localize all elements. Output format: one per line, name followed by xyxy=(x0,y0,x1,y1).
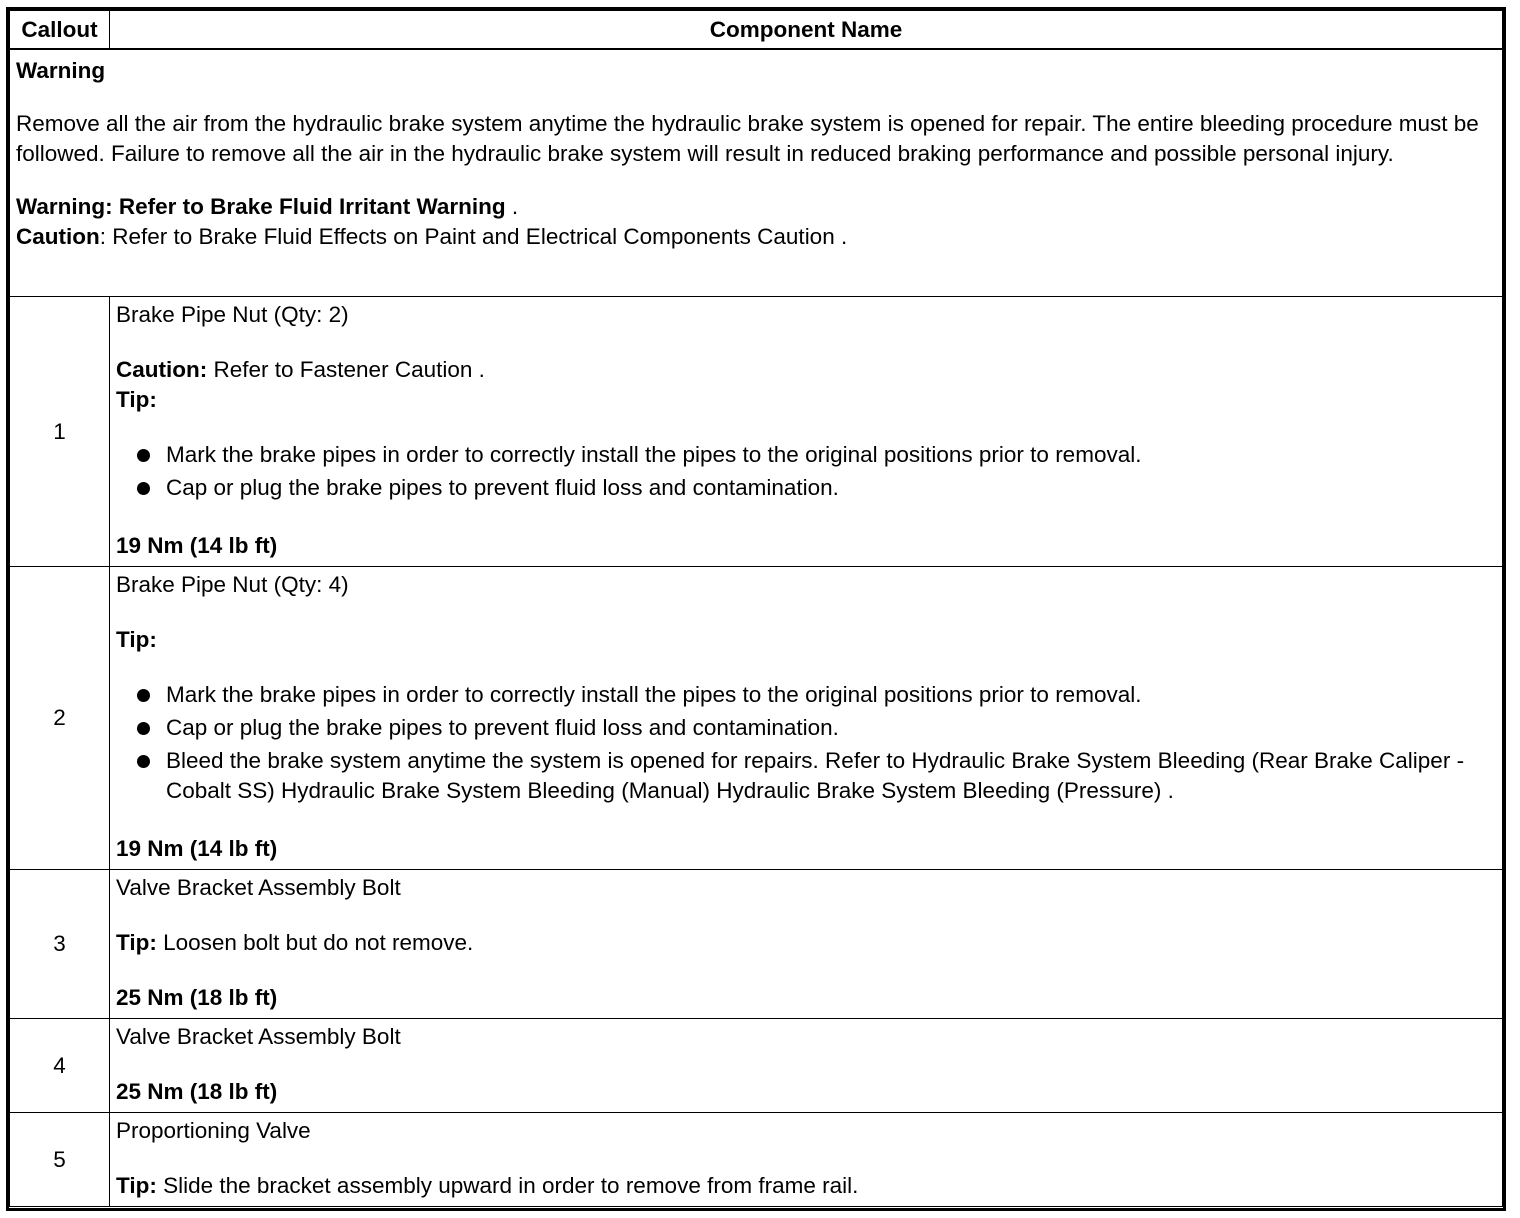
bullet-icon xyxy=(137,755,150,768)
bleeding-reference-link[interactable]: Bleed the brake system anytime the system is opened for repairs. Refer to Hydraulic Brake System Bleeding (Rear Brake Caliper - Cobalt SS) Hydraulic Brake System Bleeding (Manual) Hydraulic Brake System Bleeding (Pressure) . xyxy=(166,748,1465,803)
callout-number: 5 xyxy=(10,1113,110,1207)
warning-reference-line xyxy=(16,192,1496,222)
warning-reference-link[interactable]: Refer to Brake Fluid Irritant Warning xyxy=(112,194,506,219)
component-name: Valve Bracket Assembly Bolt xyxy=(116,875,401,900)
component-name: Proportioning Valve xyxy=(116,1118,311,1143)
caution-line xyxy=(116,355,1496,385)
callout-number: 4 xyxy=(10,1019,110,1113)
component-name-column-header: Component Name xyxy=(110,11,1503,50)
bullet-icon xyxy=(137,449,150,462)
table-header-row xyxy=(10,11,1503,50)
bullet-icon xyxy=(137,689,150,702)
list-item xyxy=(136,746,1496,806)
list-item: Cap or plug the brake pipes to prevent fluid loss and contamination. xyxy=(136,473,1496,503)
component-cell xyxy=(110,1113,1503,1207)
callout-number: 2 xyxy=(10,567,110,870)
table-row xyxy=(10,1019,1503,1113)
warning-cell xyxy=(10,49,1503,297)
component-cell xyxy=(110,1019,1503,1113)
tip-list xyxy=(116,680,1496,806)
tip-label: Tip: xyxy=(116,930,157,955)
warning-row xyxy=(10,49,1503,297)
table-row xyxy=(10,1113,1503,1207)
warning-label: Warning: xyxy=(16,194,113,219)
component-name: Valve Bracket Assembly Bolt xyxy=(116,1024,401,1049)
torque-spec: 19 Nm (14 lb ft) xyxy=(116,533,278,558)
tip-list xyxy=(116,440,1496,503)
warning-reference-end: . xyxy=(505,194,519,219)
caution-label: Caution xyxy=(16,224,100,249)
torque-spec: 19 Nm (14 lb ft) xyxy=(116,836,278,861)
warning-title: Warning xyxy=(16,58,106,83)
tip-line xyxy=(116,1171,1496,1201)
table-row xyxy=(10,567,1503,870)
bullet-icon xyxy=(137,722,150,735)
tip-label: Tip: xyxy=(116,387,157,412)
tip-text: Loosen bolt but do not remove. xyxy=(156,930,474,955)
caution-reference-line xyxy=(16,222,1496,252)
torque-spec: 25 Nm (18 lb ft) xyxy=(116,1079,278,1104)
callout-column-header: Callout xyxy=(10,11,110,50)
warning-text: Remove all the air from the hydraulic brake system anytime the hydraulic brake system is opened for repair. The entire bleeding procedure must be followed. Failure to remove all the air in the hydraulic brake system will result in reduced braking performance and possible personal injury. xyxy=(16,111,1479,166)
caution-link[interactable]: Refer to Fastener Caution . xyxy=(207,357,485,382)
list-item: Cap or plug the brake pipes to prevent fluid loss and contamination. xyxy=(136,713,1496,743)
table-row xyxy=(10,297,1503,567)
component-name: Brake Pipe Nut (Qty: 4) xyxy=(116,572,349,597)
list-item: Mark the brake pipes in order to correctly install the pipes to the original positions prior to removal. xyxy=(136,680,1496,710)
component-table xyxy=(9,10,1503,1207)
tip-text: Slide the bracket assembly upward in order to remove from frame rail. xyxy=(156,1173,859,1198)
component-cell xyxy=(110,870,1503,1019)
list-item: Mark the brake pipes in order to correctly install the pipes to the original positions prior to removal. xyxy=(136,440,1496,470)
table-row xyxy=(10,870,1503,1019)
tip-label: Tip: xyxy=(116,627,157,652)
component-table-sheet xyxy=(6,7,1506,1211)
tip-label: Tip: xyxy=(116,1173,157,1198)
component-cell xyxy=(110,297,1503,567)
torque-spec: 25 Nm (18 lb ft) xyxy=(116,985,278,1010)
callout-number: 3 xyxy=(10,870,110,1019)
callout-number: 1 xyxy=(10,297,110,567)
tip-line xyxy=(116,928,1496,958)
caution-label: Caution: xyxy=(116,357,208,382)
component-cell xyxy=(110,567,1503,870)
caution-reference-link[interactable]: : Refer to Brake Fluid Effects on Paint and Electrical Components Caution . xyxy=(99,224,848,249)
bullet-icon xyxy=(137,482,150,495)
component-name: Brake Pipe Nut (Qty: 2) xyxy=(116,302,349,327)
